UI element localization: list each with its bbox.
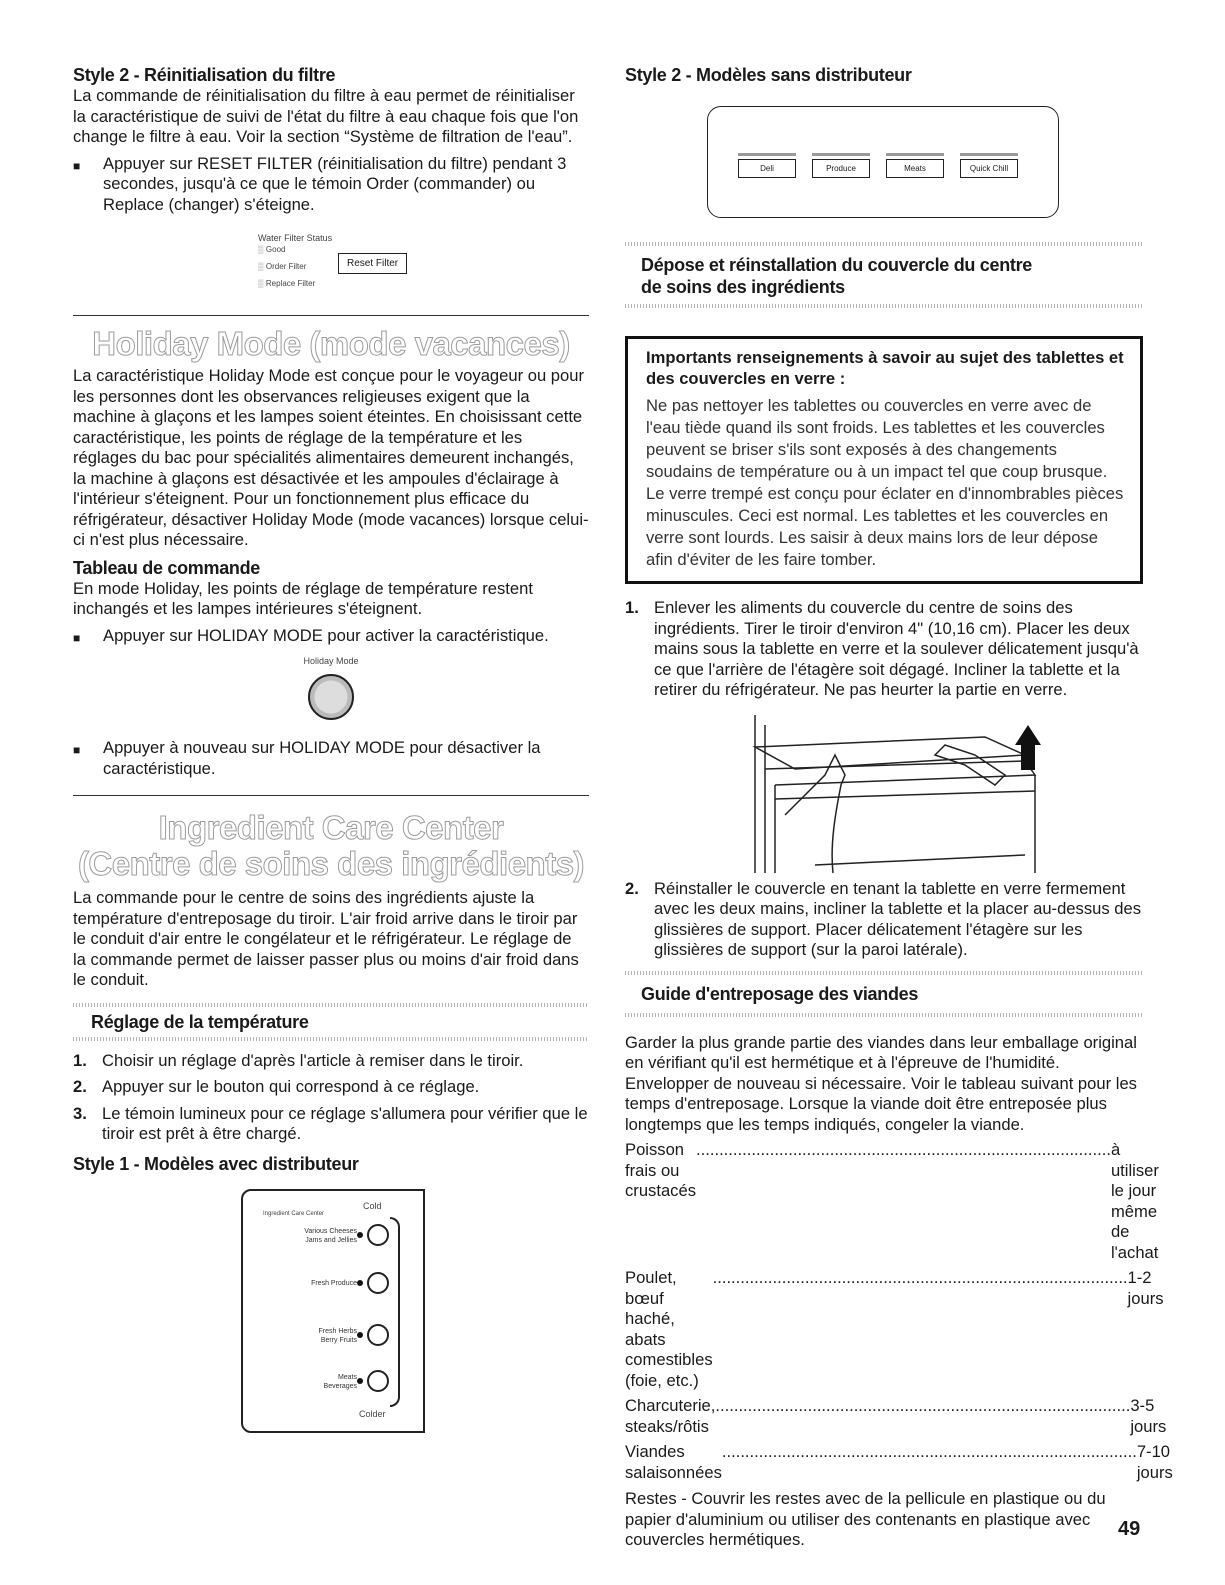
- hatch-divider: [625, 304, 1143, 308]
- bullet-item: ■ Appuyer sur HOLIDAY MODE pour activer la caractéristique.: [73, 626, 589, 649]
- cheeses-setting-button[interactable]: [367, 1224, 389, 1246]
- style1-heading: Style 1 - Modèles avec distributeur: [73, 1153, 359, 1174]
- temperature-setting-heading: Réglage de la température: [91, 1011, 309, 1032]
- filter-good-indicator: ▒ Good: [258, 245, 286, 254]
- meat-guide-heading: Guide d'entreposage des viandes: [641, 983, 919, 1004]
- hatch-divider: [73, 1037, 589, 1041]
- bullet-item: ■ Appuyer à nouveau sur HOLIDAY MODE pour désactiver la caractéristique.: [73, 738, 541, 778]
- section-divider: [73, 795, 589, 796]
- filter-status-title: Water Filter Status: [258, 233, 333, 243]
- holiday-mode-button[interactable]: [308, 674, 354, 720]
- temperature-steps-list: [73, 1051, 589, 1145]
- glass-shelf-removal-drawing: [745, 715, 1045, 873]
- icc-body: La commande pour le centre de soins des ingrédients ajuste la température d'entreposage du tiroir. L'air froid arrive dans le tiroir par le conduit d'air entre le congélateur et le réfrigérateur. Le réglage de la commande permet de laisser passer plus ou moins d'air froid dans le conduit.: [73, 888, 579, 989]
- table-row: Charcuterie, steaks/rôtis .......................................................................................... 3-5 jours: [625, 1396, 1167, 1436]
- page-number: 49: [1118, 1518, 1141, 1540]
- list-item: 1. Enlever les aliments du couvercle du centre de soins des ingrédients. Tirer le tiroir d'environ 4" (10,16 cm). Placer les deux mains sous la tablette en verre et la soulever délicatement jusqu'à ce que l'arrière de l'étagère soit dégagé. Incliner la tablette et la retirer du réfrigérateur. Ne pas heurter la partie en verre.: [625, 598, 1139, 699]
- temperature-scale-bracket: [390, 1217, 400, 1407]
- icc-panel-header: Ingredient Care Center: [263, 1210, 325, 1217]
- indicator-light: [357, 1280, 363, 1286]
- list-item: 3. Le témoin lumineux pour ce réglage s'allumera pour vérifier que le tiroir est prêt à être chargé.: [73, 1103, 588, 1143]
- style2-reset-body: La commande de réinitialisation du filtre à eau permet de réinitialiser la caractéristique de suivi de l'état du filtre à eau chaque fois que l'on change le filtre à eau. Voir la section “Système de filtration de l'eau”.: [73, 86, 579, 146]
- leftovers-text: Restes - Couvrir les restes avec de la pellicule en plastique ou du papier d'aluminium ou utiliser des contenants en plastique avec couvercles hermétiques.: [625, 1489, 1106, 1549]
- meat-storage-table: [625, 1140, 1173, 1483]
- icc-title-line2: (Centre de soins des ingrédients): [77, 845, 585, 882]
- produce-setting-button[interactable]: [367, 1272, 389, 1294]
- list-item: 1. Choisir un réglage d'après l'article à remiser dans le tiroir.: [73, 1050, 524, 1070]
- herbs-setting-button[interactable]: [367, 1324, 389, 1346]
- icc-row-label: Various Cheeses Jams and Jellies: [304, 1227, 357, 1244]
- hatch-divider: [625, 971, 1143, 975]
- filter-order-indicator: ▒ Order Filter: [258, 262, 307, 271]
- table-row: Poisson frais ou crustacés .......................................................................................... à utiliser le jour même de l'achat: [625, 1140, 1159, 1262]
- holiday-mode-label: Holiday Mode: [303, 656, 359, 666]
- holiday-mode-title: Holiday Mode (mode vacances): [92, 325, 570, 362]
- bullet-square-icon: ■: [73, 743, 81, 757]
- icc-title-line1: Ingredient Care Center: [158, 809, 504, 846]
- style2-models-heading: Style 2 - Modèles sans distributeur: [625, 65, 912, 85]
- drawer-control-panel: [707, 106, 1059, 218]
- icc-row-label: Fresh Herbs Berry Fruits: [318, 1327, 357, 1344]
- important-info-title: Importants renseignements à savoir au sujet des tablettes et des couvercles en verre :: [646, 348, 1124, 388]
- right-column: [625, 64, 1173, 1551]
- reset-filter-button[interactable]: Reset Filter: [338, 253, 407, 274]
- icc-row-label: Meats Beverages: [323, 1373, 357, 1390]
- drawer-cover-illustration: [745, 715, 1045, 873]
- deli-button[interactable]: Deli: [738, 153, 796, 178]
- drawer-button-row: [738, 153, 1018, 178]
- section-divider: [73, 315, 589, 316]
- list-item: 2. Appuyer sur le bouton qui correspond à ce réglage.: [73, 1077, 480, 1096]
- bullet-square-icon: ■: [73, 630, 81, 645]
- list-item: 2. Réinstaller le couvercle en tenant la tablette en verre fermement avec les deux mains, incliner la tablette et la placer au-dessus des glissières de support. Placer délicatement l'étagère sur les glissières de support (sur la paroi latérale).: [625, 878, 1142, 959]
- hatch-divider: [625, 242, 1143, 246]
- filter-replace-indicator: ▒ Replace Filter: [258, 279, 316, 288]
- icc-control-panel: [241, 1189, 425, 1433]
- bullet-square-icon: ■: [73, 158, 81, 173]
- meats-button[interactable]: Meats: [886, 153, 944, 178]
- style2-reset-heading: Style 2 - Réinitialisation du filtre: [73, 65, 336, 85]
- icc-row-label: Fresh Produce: [311, 1279, 357, 1287]
- holiday-mode-control: [73, 656, 589, 720]
- colder-label: Colder: [359, 1408, 386, 1419]
- indicator-light: [357, 1332, 363, 1338]
- indicator-light: [357, 1378, 363, 1384]
- control-panel-heading: Tableau de commande: [73, 557, 261, 578]
- meat-guide-intro: Garder la plus grande partie des viandes dans leur emballage original en vérifiant qu'il est hermétique et à l'épreuve de l'humidité. Envelopper de nouveau si nécessaire. Voir le tableau suivant pour les temps d'entreposage. Lorsque la viande doit être entreposée plus longtemps que les temps indiqués, congeler la viande.: [625, 1032, 1137, 1134]
- table-row: Poulet, bœuf haché, abats comestibles (foie, etc.) .......................................................................................... 1-2 jours: [625, 1268, 1164, 1390]
- up-arrow-icon: [1015, 725, 1041, 770]
- holiday-mode-body: La caractéristique Holiday Mode est conçue pour le voyageur ou pour les personnes dont les observances religieuses exigent que la machine à glaçons et les lampes soient éteintes. En choisissant cette caractéristique, les points de réglage de la température et les réglages du bac pour spécialités alimentaires demeurent inchangés, la machine à glaçons est désactivée et les ampoules d'éclairage à l'intérieur s'éteignent. Pour un fonctionnement plus efficace du réfrigérateur, désactiver Holiday Mode (mode vacances) lorsque celui-ci n'est plus nécessaire.: [73, 366, 589, 549]
- left-column: [73, 64, 589, 1433]
- quick-chill-button[interactable]: Quick Chill: [960, 153, 1018, 178]
- important-info-box: [625, 336, 1143, 584]
- control-panel-body: En mode Holiday, les points de réglage de température restent inchangés et les lampes intérieures s'éteignent.: [73, 578, 533, 618]
- cold-label: Cold: [363, 1200, 382, 1211]
- important-info-body: Ne pas nettoyer les tablettes ou couvercles en verre avec de l'eau tiède quand ils sont froids. Les tablettes et les couvercles peuvent se briser s'ils sont exposés à des changements soudains de température ou à un impact tel que coup brusque. Le verre trempé est conçu pour éclater en d'innombrables pièces minuscules. Ceci est normal. Les tablettes et les couvercles en verre sont lourds. Les saisir à deux mains lors de leur dépose afin d'éviter de les faire tomber.: [646, 396, 1124, 569]
- table-row: Viandes salaisonnées .......................................................................................... 7-10 jours: [625, 1442, 1173, 1482]
- bullet-item: ■ Appuyer sur RESET FILTER (réinitialisation du filtre) pendant 3 secondes, jusqu'à ce que le témoin Order (commander) ou Replace (changer) s'éteigne.: [73, 153, 567, 214]
- hatch-divider: [73, 1003, 589, 1007]
- produce-button[interactable]: Produce: [812, 153, 870, 178]
- cover-heading: Dépose et réinstallation du couvercle du centre de soins des ingrédients: [641, 255, 1033, 297]
- meats-setting-button[interactable]: [367, 1370, 389, 1392]
- water-filter-status-panel: [258, 233, 589, 303]
- hatch-divider: [625, 1013, 1143, 1017]
- indicator-light: [357, 1232, 363, 1238]
